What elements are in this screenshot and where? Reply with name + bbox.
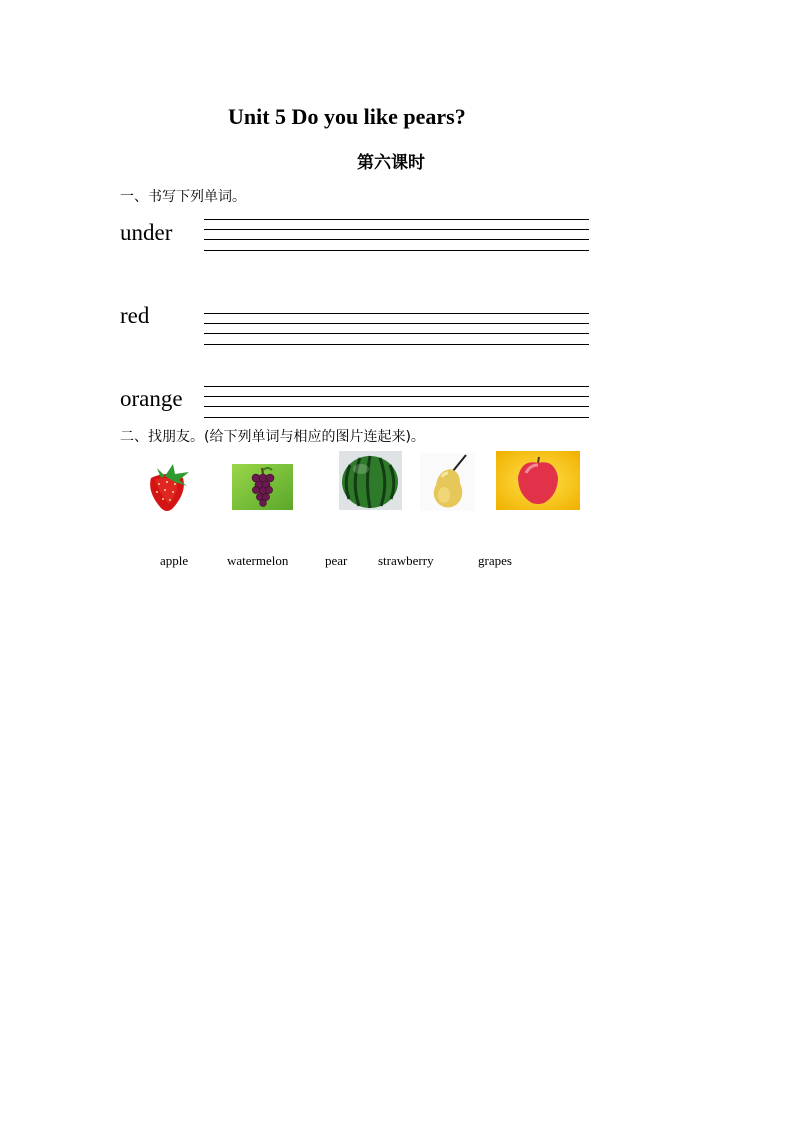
writing-lines-under[interactable] xyxy=(204,219,589,253)
word-under: under xyxy=(120,220,173,245)
pear-icon xyxy=(420,453,475,511)
apple-icon xyxy=(496,451,580,510)
word-pear[interactable]: pear xyxy=(325,553,348,568)
writing-lines-red[interactable] xyxy=(204,313,589,347)
word-red: red xyxy=(120,303,150,328)
watermelon-icon xyxy=(339,451,402,510)
word-orange: orange xyxy=(120,386,183,411)
section2-heading: 二、找朋友。(给下列单词与相应的图片连起来)。 xyxy=(120,429,425,445)
section1-heading: 一、书写下列单词。 xyxy=(120,189,246,205)
strawberry-icon xyxy=(143,462,193,514)
word-watermelon[interactable]: watermelon xyxy=(227,553,289,568)
word-strawberry[interactable]: strawberry xyxy=(378,553,434,568)
word-grapes[interactable]: grapes xyxy=(478,553,512,568)
writing-lines-orange[interactable] xyxy=(204,386,589,420)
lesson-subtitle: 第六课时 xyxy=(357,153,425,173)
page-title: Unit 5 Do you like pears? xyxy=(228,104,466,129)
word-apple[interactable]: apple xyxy=(160,553,189,568)
grapes-icon xyxy=(232,464,293,510)
